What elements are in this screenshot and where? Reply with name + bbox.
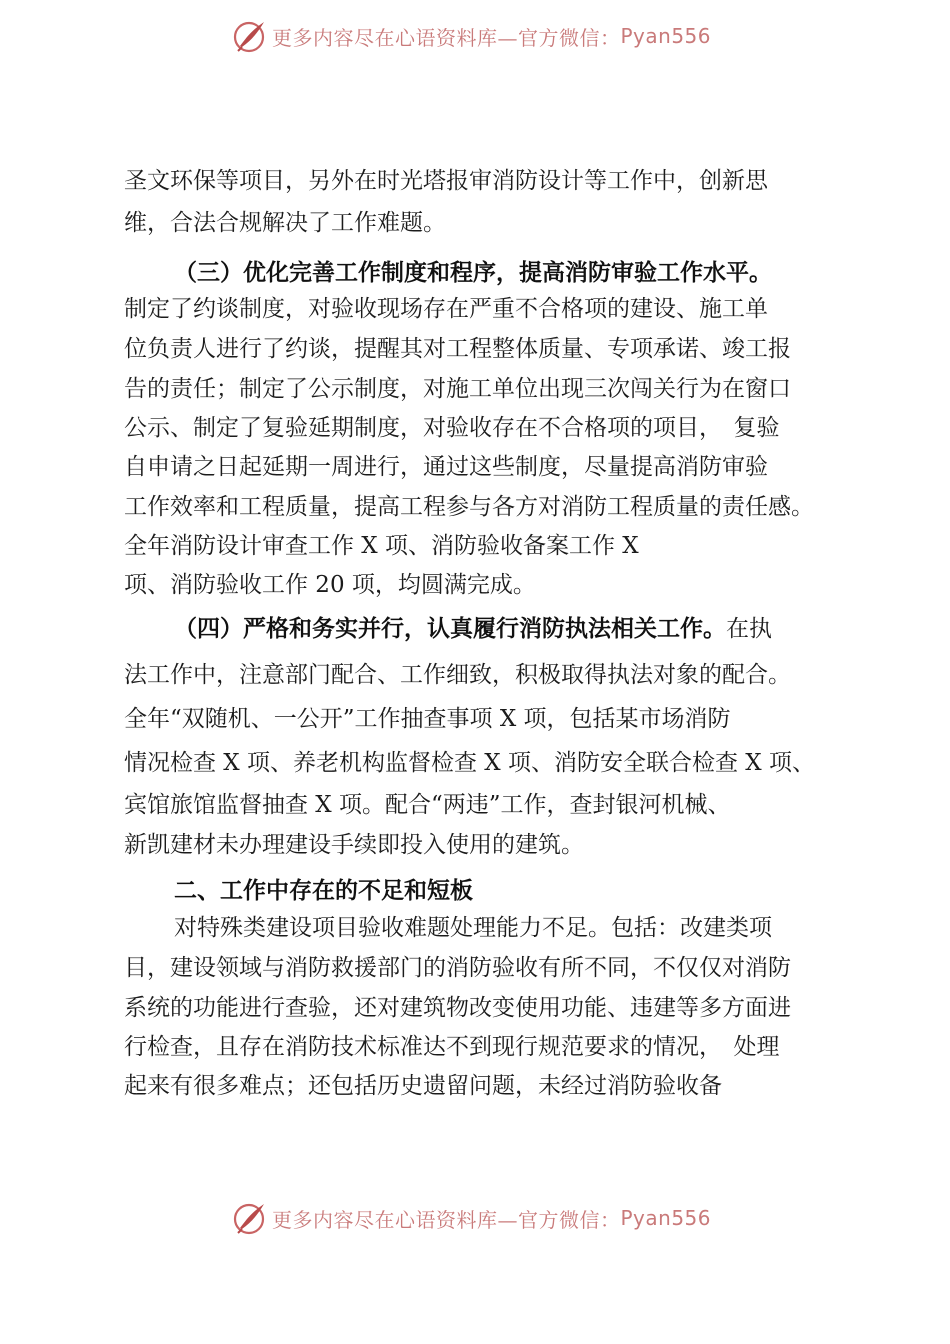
body-line: 行检查，且存在消防技术标准达不到现行规范要求的情况， 处理 bbox=[124, 1034, 780, 1060]
quill-pen-logo-icon bbox=[232, 1200, 268, 1236]
body-line: 项、消防验收工作 20 项，均圆满完成。 bbox=[124, 572, 536, 598]
body-line: 圣文环保等项目，另外在时光塔报审消防设计等工作中，创新思 bbox=[124, 168, 768, 194]
watermark-text: 更多内容尽在心语资料库—官方微信： bbox=[272, 25, 621, 50]
body-line: 公示、制定了复验延期制度，对验收存在不合格项的项目， 复验 bbox=[124, 415, 780, 441]
body-line: 制定了约谈制度，对验收现场存在严重不合格项的建设、施工单 bbox=[124, 296, 768, 322]
watermark-text: 更多内容尽在心语资料库—官方微信： bbox=[272, 1207, 621, 1232]
body-line: 工作效率和工程质量，提高工程参与各方对消防工程质量的责任感。 bbox=[124, 494, 814, 520]
body-line: 新凯建材未办理建设手续即投入使用的建筑。 bbox=[124, 832, 584, 858]
body-line: 全年“双随机、一公开”工作抽查事项 X 项，包括某市场消防 bbox=[124, 706, 731, 732]
watermark-footer bbox=[232, 1200, 711, 1236]
section-4-heading: （四）严格和务实并行，认真履行消防执法相关工作。 bbox=[174, 616, 726, 642]
section-3-heading: （三）优化完善工作制度和程序，提高消防审验工作水平。 bbox=[174, 260, 772, 286]
body-line: 法工作中，注意部门配合、工作细致，积极取得执法对象的配合。 bbox=[124, 662, 791, 688]
body-line: 位负责人进行了约谈，提醒其对工程整体质量、专项承诺、竣工报 bbox=[124, 336, 791, 362]
part-2-heading: 二、工作中存在的不足和短板 bbox=[174, 878, 473, 904]
watermark-wechat-id: Pyan556 bbox=[620, 24, 712, 48]
body-line: 目，建设领域与消防救援部门的消防验收有所不同，不仅仅对消防 bbox=[124, 955, 791, 981]
body-line: 自申请之日起延期一周进行，通过这些制度，尽量提高消防审验 bbox=[124, 454, 768, 480]
body-line: 维，合法合规解决了工作难题。 bbox=[124, 210, 446, 236]
body-line: 对特殊类建设项目验收难题处理能力不足。包括：改建类项 bbox=[174, 915, 772, 941]
body-line: 情况检查 X 项、养老机构监督检查 X 项、消防安全联合检查 X 项、 bbox=[124, 750, 815, 776]
body-line: 宾馆旅馆监督抽查 X 项。配合“两违”工作，查封银河机械、 bbox=[124, 792, 731, 818]
quill-pen-logo-icon bbox=[232, 18, 268, 54]
body-line: 告的责任；制定了公示制度，对施工单位出现三次闯关行为在窗口 bbox=[124, 376, 791, 402]
watermark-header bbox=[232, 18, 711, 54]
body-line: 起来有很多难点；还包括历史遗留问题，未经过消防验收备 bbox=[124, 1073, 722, 1099]
watermark-wechat-id: Pyan556 bbox=[620, 1206, 712, 1230]
section-4-heading-tail: 在执 bbox=[726, 616, 772, 642]
section-4-heading-line bbox=[174, 614, 772, 644]
body-line: 系统的功能进行查验，还对建筑物改变使用功能、违建等多方面进 bbox=[124, 995, 791, 1021]
body-line: 全年消防设计审查工作 X 项、消防验收备案工作 X bbox=[124, 533, 639, 559]
